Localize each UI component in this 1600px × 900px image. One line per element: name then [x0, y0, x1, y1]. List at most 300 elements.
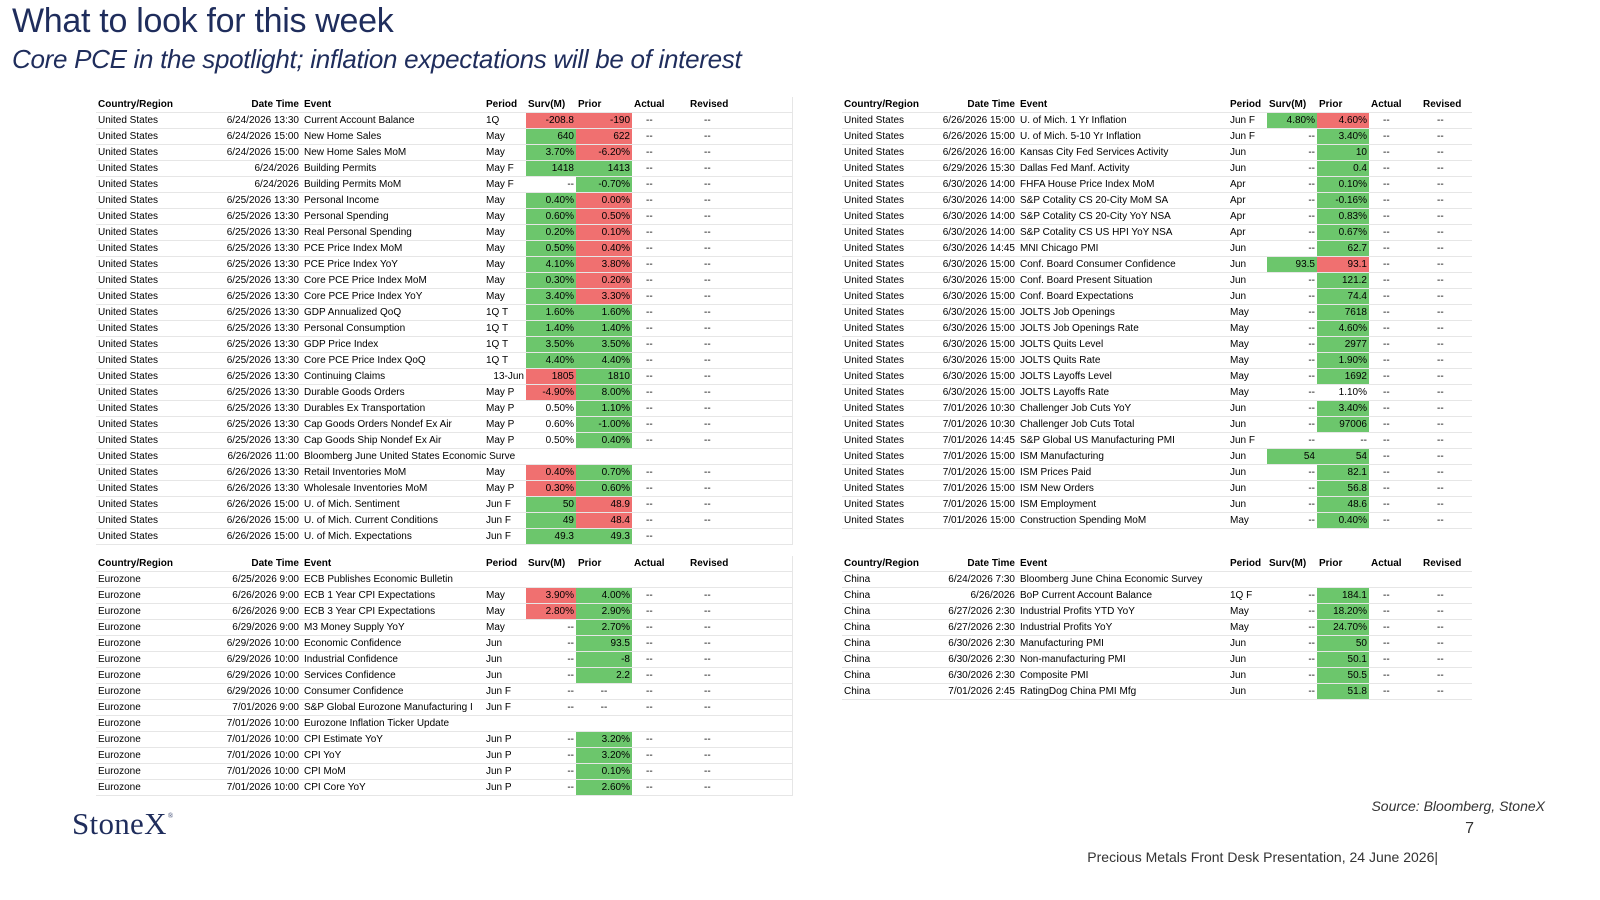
- period-cell: 1Q T: [484, 337, 526, 353]
- event-cell: JOLTS Quits Level: [1018, 337, 1228, 353]
- country-cell: United States: [842, 161, 932, 177]
- datetime-cell: 6/27/2026 2:30: [932, 604, 1018, 620]
- country-cell: United States: [96, 193, 186, 209]
- country-cell: United States: [96, 369, 186, 385]
- actual-cell: --: [632, 209, 688, 225]
- country-cell: China: [842, 636, 932, 652]
- datetime-cell: 6/29/2026 15:30: [932, 161, 1018, 177]
- event-cell: ECB Publishes Economic Bulletin: [302, 572, 484, 588]
- prior-cell: 0.40%: [576, 433, 632, 449]
- country-cell: Eurozone: [96, 604, 186, 620]
- country-cell: Eurozone: [96, 636, 186, 652]
- period-cell: Jun F: [484, 700, 526, 716]
- column-header: Date Time: [186, 97, 302, 113]
- datetime-cell: 7/01/2026 10:00: [186, 716, 302, 732]
- survey-cell: --: [1267, 209, 1317, 225]
- table-row: [96, 177, 792, 193]
- table-row: [96, 225, 792, 241]
- actual-cell: --: [632, 652, 688, 668]
- country-cell: United States: [842, 385, 932, 401]
- prior-cell: 2.60%: [576, 780, 632, 796]
- revised-cell: --: [1421, 433, 1472, 449]
- actual-cell: --: [1369, 417, 1421, 433]
- revised-cell: --: [688, 433, 744, 449]
- table-row: [96, 257, 792, 273]
- survey-cell: --: [526, 764, 576, 780]
- spacer-cell: [744, 145, 792, 161]
- survey-cell: 0.40%: [526, 465, 576, 481]
- table-row: [842, 636, 1472, 652]
- revised-cell: --: [688, 177, 744, 193]
- revised-cell: --: [688, 129, 744, 145]
- prior-cell: 2.70%: [576, 620, 632, 636]
- country-cell: United States: [96, 433, 186, 449]
- actual-cell: --: [632, 113, 688, 129]
- table-row: [96, 764, 792, 780]
- actual-cell: --: [1369, 588, 1421, 604]
- period-cell: 13-Jun: [484, 369, 526, 385]
- event-cell: PCE Price Index YoY: [302, 257, 484, 273]
- actual-cell: --: [1369, 449, 1421, 465]
- datetime-cell: 6/30/2026 14:00: [932, 193, 1018, 209]
- datetime-cell: 7/01/2026 10:30: [932, 401, 1018, 417]
- country-cell: United States: [842, 353, 932, 369]
- datetime-cell: 6/29/2026 10:00: [186, 668, 302, 684]
- survey-cell: --: [1267, 385, 1317, 401]
- survey-cell: 1805: [526, 369, 576, 385]
- datetime-cell: 7/01/2026 10:00: [186, 732, 302, 748]
- table-row: [96, 273, 792, 289]
- revised-cell: [688, 572, 744, 588]
- table-row: [96, 401, 792, 417]
- table-header-row: [842, 556, 1472, 572]
- spacer-cell: [744, 257, 792, 273]
- prior-cell: 0.20%: [576, 273, 632, 289]
- period-cell: Jun P: [484, 732, 526, 748]
- country-cell: Eurozone: [96, 764, 186, 780]
- revised-cell: --: [1421, 620, 1472, 636]
- table-row: [96, 449, 792, 465]
- actual-cell: --: [632, 417, 688, 433]
- table-row: [96, 353, 792, 369]
- prior-cell: 4.60%: [1317, 113, 1369, 129]
- prior-cell: 7618: [1317, 305, 1369, 321]
- table-row: [842, 385, 1472, 401]
- event-cell: Non-manufacturing PMI: [1018, 652, 1228, 668]
- country-cell: Eurozone: [96, 732, 186, 748]
- table-row: [842, 353, 1472, 369]
- period-cell: Jun F: [1228, 433, 1267, 449]
- revised-cell: --: [1421, 289, 1472, 305]
- prior-cell: -6.20%: [576, 145, 632, 161]
- table-row: [842, 241, 1472, 257]
- datetime-cell: 6/26/2026: [932, 588, 1018, 604]
- table-row: [96, 337, 792, 353]
- event-cell: Kansas City Fed Services Activity: [1018, 145, 1228, 161]
- event-cell: Conf. Board Expectations: [1018, 289, 1228, 305]
- datetime-cell: 6/30/2026 2:30: [932, 652, 1018, 668]
- period-cell: Jun F: [484, 684, 526, 700]
- actual-cell: --: [1369, 225, 1421, 241]
- survey-cell: 4.10%: [526, 257, 576, 273]
- event-cell: JOLTS Layoffs Level: [1018, 369, 1228, 385]
- prior-cell: 0.10%: [576, 764, 632, 780]
- actual-cell: --: [632, 273, 688, 289]
- period-cell: May F: [484, 177, 526, 193]
- datetime-cell: 6/26/2026 11:00: [186, 449, 302, 465]
- event-cell: CPI MoM: [302, 764, 484, 780]
- actual-cell: --: [632, 369, 688, 385]
- actual-cell: [632, 449, 688, 465]
- table-row: [96, 780, 792, 796]
- survey-cell: --: [1267, 129, 1317, 145]
- country-cell: United States: [96, 465, 186, 481]
- actual-cell: --: [632, 321, 688, 337]
- spacer-cell: [744, 289, 792, 305]
- prior-cell: [1317, 572, 1369, 588]
- country-cell: China: [842, 572, 932, 588]
- revised-cell: --: [1421, 636, 1472, 652]
- actual-cell: --: [632, 353, 688, 369]
- survey-cell: 0.60%: [526, 417, 576, 433]
- datetime-cell: 7/01/2026 10:00: [186, 780, 302, 796]
- spacer-cell: [744, 97, 792, 113]
- revised-cell: --: [688, 636, 744, 652]
- revised-cell: --: [1421, 385, 1472, 401]
- revised-cell: --: [688, 241, 744, 257]
- country-cell: United States: [96, 449, 186, 465]
- survey-cell: 0.40%: [526, 193, 576, 209]
- spacer-cell: [744, 497, 792, 513]
- datetime-cell: 6/24/2026 15:00: [186, 145, 302, 161]
- period-cell: Apr: [1228, 177, 1267, 193]
- revised-cell: --: [688, 113, 744, 129]
- prior-cell: 0.40%: [576, 241, 632, 257]
- period-cell: Jun: [484, 668, 526, 684]
- datetime-cell: 6/30/2026 15:00: [932, 273, 1018, 289]
- prior-cell: 0.70%: [576, 465, 632, 481]
- revised-cell: --: [688, 225, 744, 241]
- event-cell: JOLTS Job Openings: [1018, 305, 1228, 321]
- event-cell: U. of Mich. Current Conditions: [302, 513, 484, 529]
- country-cell: United States: [96, 497, 186, 513]
- prior-cell: 50.5: [1317, 668, 1369, 684]
- table-row: [96, 113, 792, 129]
- prior-cell: 1810: [576, 369, 632, 385]
- survey-cell: [526, 449, 576, 465]
- survey-cell: --: [1267, 193, 1317, 209]
- table-row: [96, 748, 792, 764]
- period-cell: Jun: [484, 652, 526, 668]
- column-header: Actual: [1369, 97, 1421, 113]
- event-cell: Building Permits: [302, 161, 484, 177]
- prior-cell: 121.2: [1317, 273, 1369, 289]
- datetime-cell: 6/26/2026 13:30: [186, 481, 302, 497]
- actual-cell: --: [1369, 353, 1421, 369]
- spacer-cell: [744, 369, 792, 385]
- actual-cell: --: [1369, 604, 1421, 620]
- prior-cell: 0.00%: [576, 193, 632, 209]
- actual-cell: --: [632, 257, 688, 273]
- country-cell: United States: [842, 465, 932, 481]
- table-row: [96, 513, 792, 529]
- datetime-cell: 6/26/2026 16:00: [932, 145, 1018, 161]
- actual-cell: --: [1369, 209, 1421, 225]
- prior-cell: 1.90%: [1317, 353, 1369, 369]
- country-cell: United States: [96, 353, 186, 369]
- column-header: Country/Region: [96, 97, 186, 113]
- spacer-cell: [744, 732, 792, 748]
- datetime-cell: 6/30/2026 15:00: [932, 385, 1018, 401]
- actual-cell: --: [1369, 161, 1421, 177]
- datetime-cell: 7/01/2026 2:45: [932, 684, 1018, 700]
- column-header: Revised: [688, 556, 744, 572]
- prior-cell: [576, 716, 632, 732]
- prior-cell: 2.2: [576, 668, 632, 684]
- datetime-cell: 6/25/2026 13:30: [186, 193, 302, 209]
- country-cell: United States: [96, 401, 186, 417]
- revised-cell: --: [688, 209, 744, 225]
- event-cell: U. of Mich. 1 Yr Inflation: [1018, 113, 1228, 129]
- spacer-cell: [744, 113, 792, 129]
- country-cell: United States: [96, 241, 186, 257]
- revised-cell: --: [688, 588, 744, 604]
- period-cell: May: [484, 289, 526, 305]
- datetime-cell: 6/29/2026 9:00: [186, 620, 302, 636]
- datetime-cell: 6/25/2026 13:30: [186, 305, 302, 321]
- prior-cell: 50: [1317, 636, 1369, 652]
- country-cell: United States: [842, 321, 932, 337]
- prior-cell: 10: [1317, 145, 1369, 161]
- prior-cell: 0.60%: [576, 481, 632, 497]
- column-header: Surv(M): [1267, 556, 1317, 572]
- spacer-cell: [744, 321, 792, 337]
- table-row: [842, 433, 1472, 449]
- column-header: Period: [484, 556, 526, 572]
- datetime-cell: 7/01/2026 15:00: [932, 449, 1018, 465]
- country-cell: United States: [842, 129, 932, 145]
- datetime-cell: 6/26/2026 15:00: [186, 529, 302, 545]
- prior-cell: 0.10%: [1317, 177, 1369, 193]
- actual-cell: --: [632, 145, 688, 161]
- period-cell: Jun: [1228, 684, 1267, 700]
- datetime-cell: 6/29/2026 10:00: [186, 636, 302, 652]
- datetime-cell: 6/24/2026: [186, 177, 302, 193]
- table-row: [96, 604, 792, 620]
- actual-cell: --: [632, 193, 688, 209]
- period-cell: Apr: [1228, 193, 1267, 209]
- survey-cell: --: [1267, 353, 1317, 369]
- country-cell: United States: [842, 273, 932, 289]
- datetime-cell: 6/30/2026 14:45: [932, 241, 1018, 257]
- event-cell: S&P Cotality CS 20-City MoM SA: [1018, 193, 1228, 209]
- survey-cell: --: [526, 732, 576, 748]
- datetime-cell: 6/25/2026 13:30: [186, 241, 302, 257]
- prior-cell: 4.00%: [576, 588, 632, 604]
- country-cell: Eurozone: [96, 620, 186, 636]
- event-cell: CPI YoY: [302, 748, 484, 764]
- actual-cell: [632, 716, 688, 732]
- column-header: Revised: [1421, 97, 1472, 113]
- revised-cell: --: [1421, 465, 1472, 481]
- event-cell: Challenger Job Cuts YoY: [1018, 401, 1228, 417]
- event-cell: Wholesale Inventories MoM: [302, 481, 484, 497]
- event-cell: JOLTS Layoffs Rate: [1018, 385, 1228, 401]
- period-cell: Jun: [484, 636, 526, 652]
- page-number: 7: [1465, 820, 1474, 837]
- period-cell: [484, 572, 526, 588]
- actual-cell: --: [1369, 289, 1421, 305]
- datetime-cell: 6/30/2026 15:00: [932, 257, 1018, 273]
- period-cell: May F: [484, 161, 526, 177]
- survey-cell: --: [526, 636, 576, 652]
- table-row: [842, 305, 1472, 321]
- column-header: Event: [302, 97, 484, 113]
- event-cell: GDP Price Index: [302, 337, 484, 353]
- period-cell: Jun F: [484, 497, 526, 513]
- table-row: [842, 337, 1472, 353]
- period-cell: Jun F: [1228, 113, 1267, 129]
- country-cell: United States: [96, 385, 186, 401]
- country-cell: Eurozone: [96, 684, 186, 700]
- prior-cell: 48.9: [576, 497, 632, 513]
- period-cell: May: [484, 465, 526, 481]
- table-row: [96, 497, 792, 513]
- eurozone-calendar-table: [96, 556, 793, 796]
- event-cell: Economic Confidence: [302, 636, 484, 652]
- revised-cell: --: [1421, 193, 1472, 209]
- country-cell: Eurozone: [96, 748, 186, 764]
- event-cell: Conf. Board Present Situation: [1018, 273, 1228, 289]
- datetime-cell: 6/26/2026 15:00: [932, 129, 1018, 145]
- survey-cell: --: [1267, 620, 1317, 636]
- actual-cell: --: [1369, 385, 1421, 401]
- datetime-cell: 7/01/2026 14:45: [932, 433, 1018, 449]
- column-header: Prior: [1317, 556, 1369, 572]
- revised-cell: --: [688, 369, 744, 385]
- period-cell: May: [1228, 369, 1267, 385]
- spacer-cell: [744, 273, 792, 289]
- table-row: [96, 241, 792, 257]
- survey-cell: --: [1267, 241, 1317, 257]
- datetime-cell: 7/01/2026 15:00: [932, 465, 1018, 481]
- spacer-cell: [744, 353, 792, 369]
- survey-cell: 3.40%: [526, 289, 576, 305]
- period-cell: Jun: [1228, 465, 1267, 481]
- table-row: [96, 652, 792, 668]
- event-cell: Services Confidence: [302, 668, 484, 684]
- period-cell: Apr: [1228, 209, 1267, 225]
- period-cell: Jun: [1228, 497, 1267, 513]
- table-row: [842, 668, 1472, 684]
- period-cell: May: [484, 193, 526, 209]
- revised-cell: --: [1421, 177, 1472, 193]
- survey-cell: 49: [526, 513, 576, 529]
- revised-cell: --: [1421, 652, 1472, 668]
- column-header: Revised: [688, 97, 744, 113]
- prior-cell: 93.1: [1317, 257, 1369, 273]
- prior-cell: 50.1: [1317, 652, 1369, 668]
- country-cell: Eurozone: [96, 572, 186, 588]
- table-row: [842, 209, 1472, 225]
- country-cell: United States: [96, 481, 186, 497]
- survey-cell: --: [1267, 161, 1317, 177]
- spacer-cell: [744, 652, 792, 668]
- prior-cell: -8: [576, 652, 632, 668]
- table-row: [842, 572, 1472, 588]
- datetime-cell: 7/01/2026 15:00: [932, 513, 1018, 529]
- column-header: Prior: [576, 556, 632, 572]
- table-row: [96, 433, 792, 449]
- survey-cell: --: [1267, 513, 1317, 529]
- event-cell: Challenger Job Cuts Total: [1018, 417, 1228, 433]
- datetime-cell: 6/25/2026 13:30: [186, 433, 302, 449]
- survey-cell: [1267, 572, 1317, 588]
- table-row: [96, 193, 792, 209]
- actual-cell: --: [1369, 652, 1421, 668]
- actual-cell: --: [1369, 321, 1421, 337]
- country-cell: United States: [96, 209, 186, 225]
- event-cell: ECB 1 Year CPI Expectations: [302, 588, 484, 604]
- survey-cell: --: [1267, 401, 1317, 417]
- country-cell: United States: [842, 257, 932, 273]
- column-header: Country/Region: [842, 556, 932, 572]
- prior-cell: 4.60%: [1317, 321, 1369, 337]
- prior-cell: 62.7: [1317, 241, 1369, 257]
- datetime-cell: 6/25/2026 9:00: [186, 572, 302, 588]
- period-cell: [1228, 572, 1267, 588]
- event-cell: ECB 3 Year CPI Expectations: [302, 604, 484, 620]
- period-cell: May: [484, 209, 526, 225]
- survey-cell: --: [526, 780, 576, 796]
- table-row: [96, 385, 792, 401]
- period-cell: Jun: [1228, 481, 1267, 497]
- event-cell: Personal Consumption: [302, 321, 484, 337]
- period-cell: [484, 716, 526, 732]
- period-cell: 1Q T: [484, 305, 526, 321]
- actual-cell: --: [632, 604, 688, 620]
- survey-cell: 0.30%: [526, 481, 576, 497]
- actual-cell: --: [632, 161, 688, 177]
- column-header: Date Time: [932, 556, 1018, 572]
- actual-cell: --: [1369, 241, 1421, 257]
- spacer-cell: [744, 513, 792, 529]
- datetime-cell: 6/25/2026 13:30: [186, 401, 302, 417]
- datetime-cell: 6/25/2026 13:30: [186, 369, 302, 385]
- datetime-cell: 6/30/2026 2:30: [932, 636, 1018, 652]
- survey-cell: 640: [526, 129, 576, 145]
- country-cell: United States: [96, 225, 186, 241]
- period-cell: May P: [484, 433, 526, 449]
- country-cell: United States: [842, 401, 932, 417]
- country-cell: United States: [96, 113, 186, 129]
- table-row: [842, 684, 1472, 700]
- table-row: [96, 289, 792, 305]
- revised-cell: --: [688, 668, 744, 684]
- table-row: [96, 321, 792, 337]
- country-cell: China: [842, 604, 932, 620]
- actual-cell: --: [632, 481, 688, 497]
- prior-cell: 0.10%: [576, 225, 632, 241]
- event-cell: Industrial Profits YTD YoY: [1018, 604, 1228, 620]
- period-cell: May: [1228, 513, 1267, 529]
- actual-cell: --: [632, 732, 688, 748]
- revised-cell: --: [1421, 145, 1472, 161]
- table-row: [842, 604, 1472, 620]
- table-row: [96, 417, 792, 433]
- period-cell: 1Q: [484, 113, 526, 129]
- period-cell: Jun: [1228, 652, 1267, 668]
